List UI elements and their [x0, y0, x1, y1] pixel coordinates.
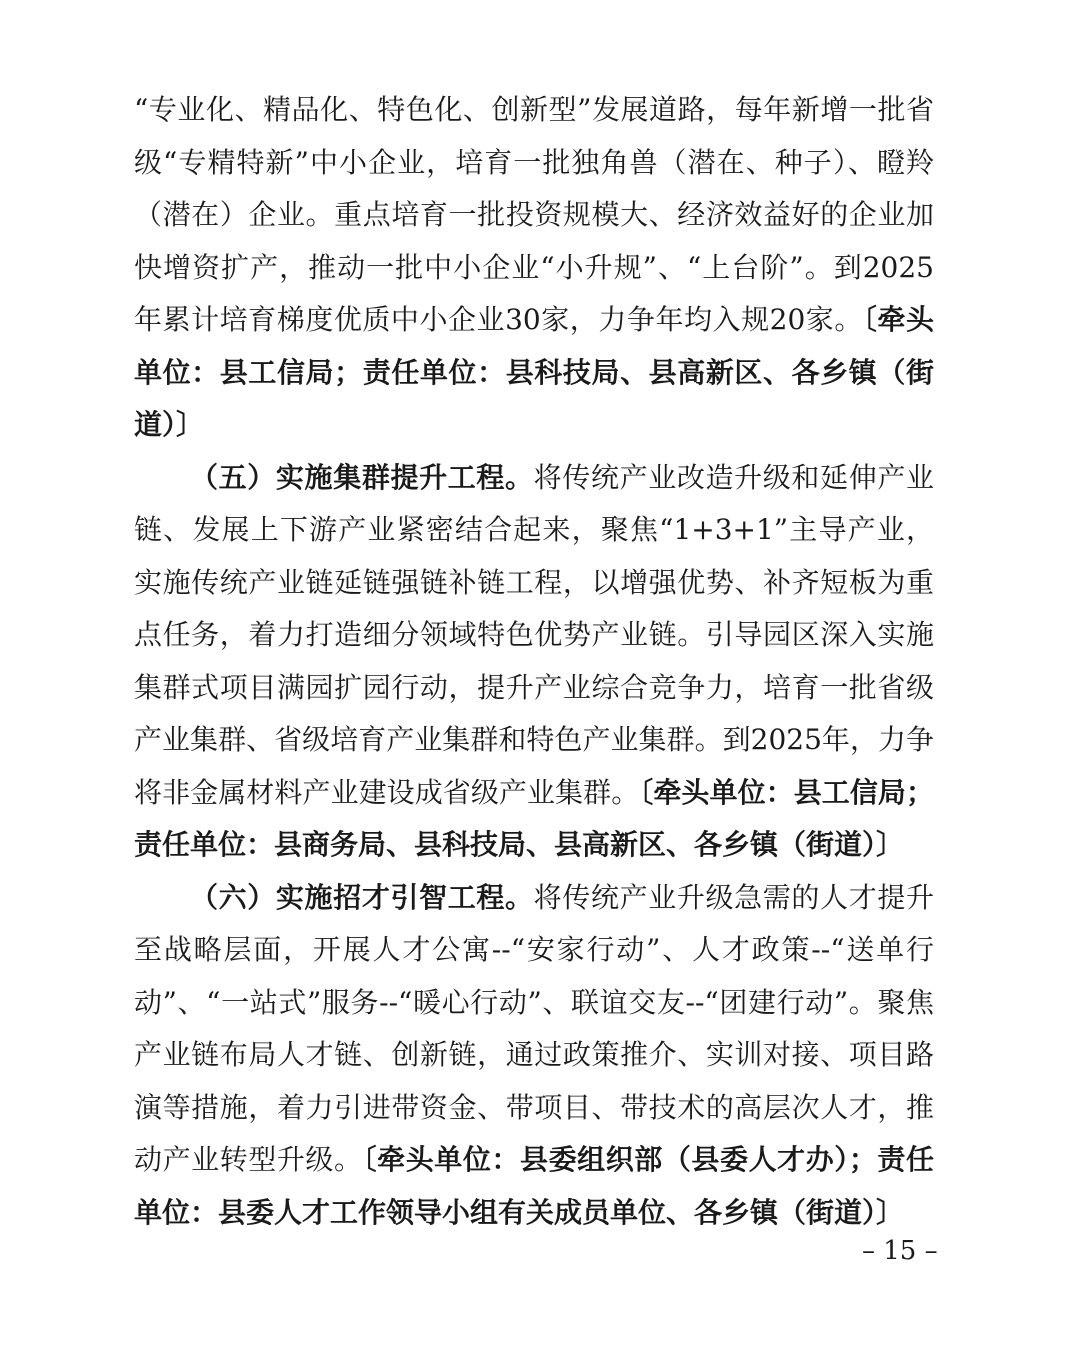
responsibility-note: 〔牵头单位：县委组织部（县委人才办）；责任单位：县委人才工作领导小组有关成员单位、各乡镇（街道）〕 — [134, 1143, 934, 1229]
document-body — [134, 84, 934, 1239]
paragraph-continuation — [134, 84, 934, 452]
paragraph-body-text: 将传统产业升级急需的人才提升至战略层面，开展人才公寓--“安家行动”、人才政策--“送单行动”、“一站式”服务--“暖心行动”、联谊交友--“团建行动”。聚焦产业链布局人才链、创新链，通过政策推介、实训对接、项目路演等措施，着力引进带资金、带项目、带技术的高层次人才，推动产业转型升级。 — [134, 880, 934, 1176]
page-number: – 15 – — [862, 1236, 938, 1266]
paragraph-talent-attraction — [134, 872, 934, 1240]
paragraph-cluster-upgrade — [134, 452, 934, 872]
section-heading: （五）实施集群提升工程。 — [190, 460, 534, 494]
paragraph-body-text: 将传统产业改造升级和延伸产业链、发展上下游产业紧密结合起来，聚焦“1+3+1”主导产业，实施传统产业链延链强链补链工程，以增强优势、补齐短板为重点任务，着力打造细分领域特色优势产业链。引导园区深入实施集群式项目满园扩园行动，提升产业综合竞争力，培育一批省级产业集群、省级培育产业集群和特色产业集群。到2025年，力争将非金属材料产业建设成省级产业集群。 — [134, 460, 934, 809]
responsibility-note: 〔牵头单位：县工信局；责任单位：县商务局、县科技局、县高新区、各乡镇（街道）〕 — [134, 775, 934, 861]
paragraph-body-text: “专业化、精品化、特色化、创新型”发展道路，每年新增一批省级“专精特新”中小企业，培育一批独角兽（潜在、种子）、瞪羚（潜在）企业。重点培育一批投资规模大、经济效益好的企业加快增资扩产，推动一批中小企业“小升规”、“上台阶”。到2025年累计培育梯度优质中小企业30家，力争年均入规20家。 — [134, 93, 934, 336]
responsibility-note: 〔牵头单位：县工信局；责任单位：县科技局、县高新区、各乡镇（街道）〕 — [134, 303, 934, 441]
section-heading: （六）实施招才引智工程。 — [190, 880, 534, 914]
